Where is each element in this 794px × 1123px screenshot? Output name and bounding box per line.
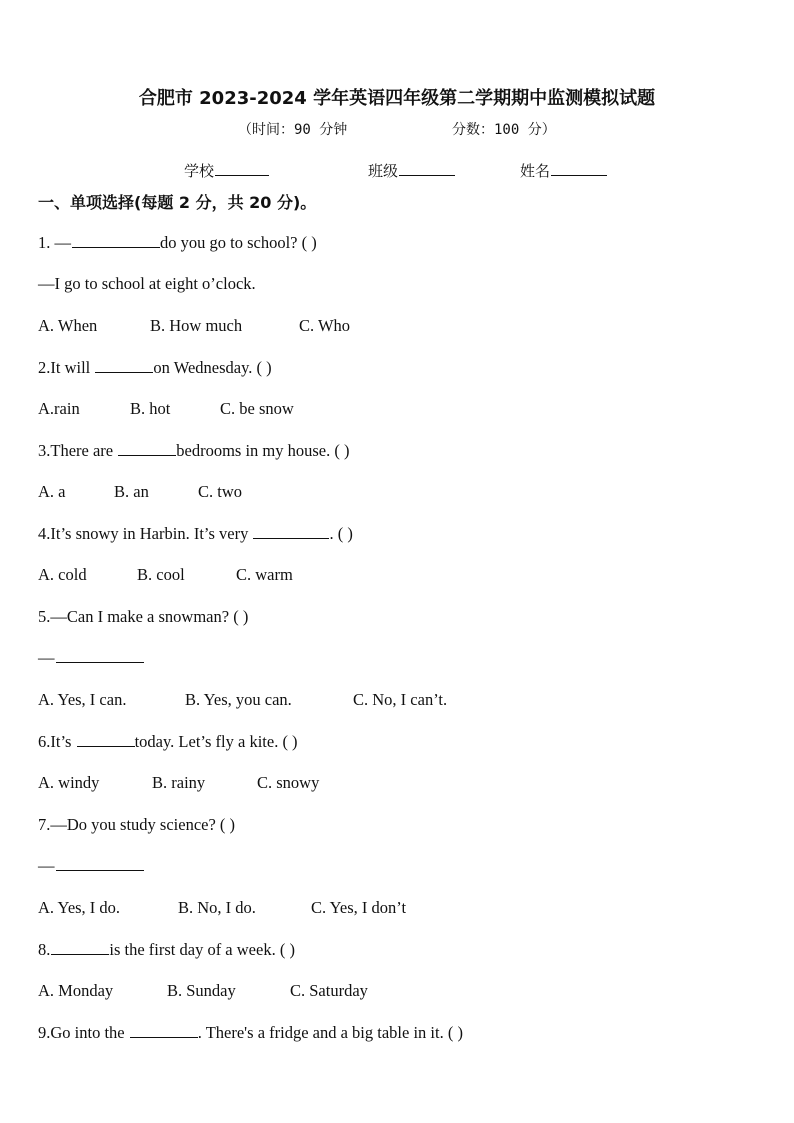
option[interactable]: C. No, I can’t. <box>353 690 448 709</box>
page-title: 合肥市 2023-2024 学年英语四年级第二学期期中监测模拟试题 <box>138 88 656 109</box>
option[interactable]: B. Yes, you can. <box>185 690 292 709</box>
question-text: today. Let’s fly a kite. ( ) <box>134 732 298 751</box>
question-9 <box>38 1023 463 1043</box>
question-text: 4.It’s snowy in Harbin. It’s very <box>38 524 253 543</box>
option[interactable]: A. cold <box>38 565 87 584</box>
option[interactable]: A. a <box>38 482 66 501</box>
question-1 <box>38 233 317 253</box>
option[interactable]: C. snowy <box>257 773 320 792</box>
school-field <box>184 160 269 181</box>
question-8 <box>38 940 295 960</box>
answer-blank[interactable] <box>130 1036 198 1038</box>
class-blank[interactable] <box>399 174 455 176</box>
option[interactable]: B. How much <box>150 316 243 335</box>
answer-blank[interactable] <box>253 537 329 539</box>
dash: — <box>38 648 55 667</box>
dash: — <box>38 856 55 875</box>
question-text: . ( ) <box>329 524 353 543</box>
option[interactable]: B. hot <box>130 399 171 418</box>
option[interactable]: C. warm <box>236 565 293 584</box>
option[interactable]: C. Yes, I don’t <box>311 898 407 917</box>
school-blank[interactable] <box>215 174 269 176</box>
school-label: 学校 <box>184 162 215 180</box>
option[interactable]: B. an <box>114 482 149 501</box>
question-text: 9.Go into the <box>38 1023 129 1042</box>
name-field <box>520 160 607 181</box>
option[interactable]: A. windy <box>38 773 100 792</box>
option[interactable]: A. Monday <box>38 981 114 1000</box>
answer-blank[interactable] <box>56 869 144 871</box>
section-title: 一、单项选择(每题 2 分，共 20 分)。 <box>38 193 317 212</box>
option[interactable]: A. When <box>38 316 98 335</box>
question-text: bedrooms in my house. ( ) <box>176 441 350 460</box>
question-text: on Wednesday. ( ) <box>153 358 272 377</box>
question-1-response: —I go to school at eight o’clock. <box>38 274 256 293</box>
name-blank[interactable] <box>551 174 607 176</box>
class-field <box>368 160 455 181</box>
question-text: . There's a fridge and a big table in it. ( ) <box>197 1023 463 1042</box>
question-7: 7.—Do you study science? ( ) <box>38 815 236 834</box>
name-label: 姓名 <box>520 162 551 180</box>
question-5-response <box>38 648 144 668</box>
option[interactable]: A.rain <box>38 399 80 418</box>
question-text: 3.There are <box>38 441 118 460</box>
question-6 <box>38 732 298 752</box>
answer-blank[interactable] <box>95 371 153 373</box>
answer-blank[interactable] <box>72 246 160 248</box>
question-4 <box>38 524 353 544</box>
question-3 <box>38 441 349 461</box>
score-info: 分数：100 分） <box>452 122 556 138</box>
answer-blank[interactable] <box>56 661 144 663</box>
option[interactable]: C. Who <box>299 316 351 335</box>
answer-blank[interactable] <box>77 745 135 747</box>
option[interactable]: C. be snow <box>220 399 294 418</box>
option[interactable]: B. No, I do. <box>178 898 256 917</box>
question-text: do you go to school? ( ) <box>160 233 317 252</box>
question-text: 2.It will <box>38 358 95 377</box>
class-label: 班级 <box>368 162 399 180</box>
option[interactable]: B. rainy <box>152 773 206 792</box>
option[interactable]: A. Yes, I can. <box>38 690 127 709</box>
question-text: 6.It’s <box>38 732 76 751</box>
question-5: 5.—Can I make a snowman? ( ) <box>38 607 249 626</box>
answer-blank[interactable] <box>51 953 109 955</box>
option[interactable]: B. Sunday <box>167 981 236 1000</box>
option[interactable]: C. two <box>198 482 243 501</box>
option[interactable]: A. Yes, I do. <box>38 898 121 917</box>
time-info: （时间：90 分钟 <box>238 122 348 138</box>
option[interactable]: B. cool <box>137 565 185 584</box>
answer-blank[interactable] <box>118 454 176 456</box>
question-7-response <box>38 856 144 876</box>
question-text: 8. <box>38 940 51 959</box>
question-text: 1. — <box>38 233 71 252</box>
question-text: is the first day of a week. ( ) <box>109 940 295 959</box>
question-2 <box>38 358 272 378</box>
option[interactable]: C. Saturday <box>290 981 368 1000</box>
